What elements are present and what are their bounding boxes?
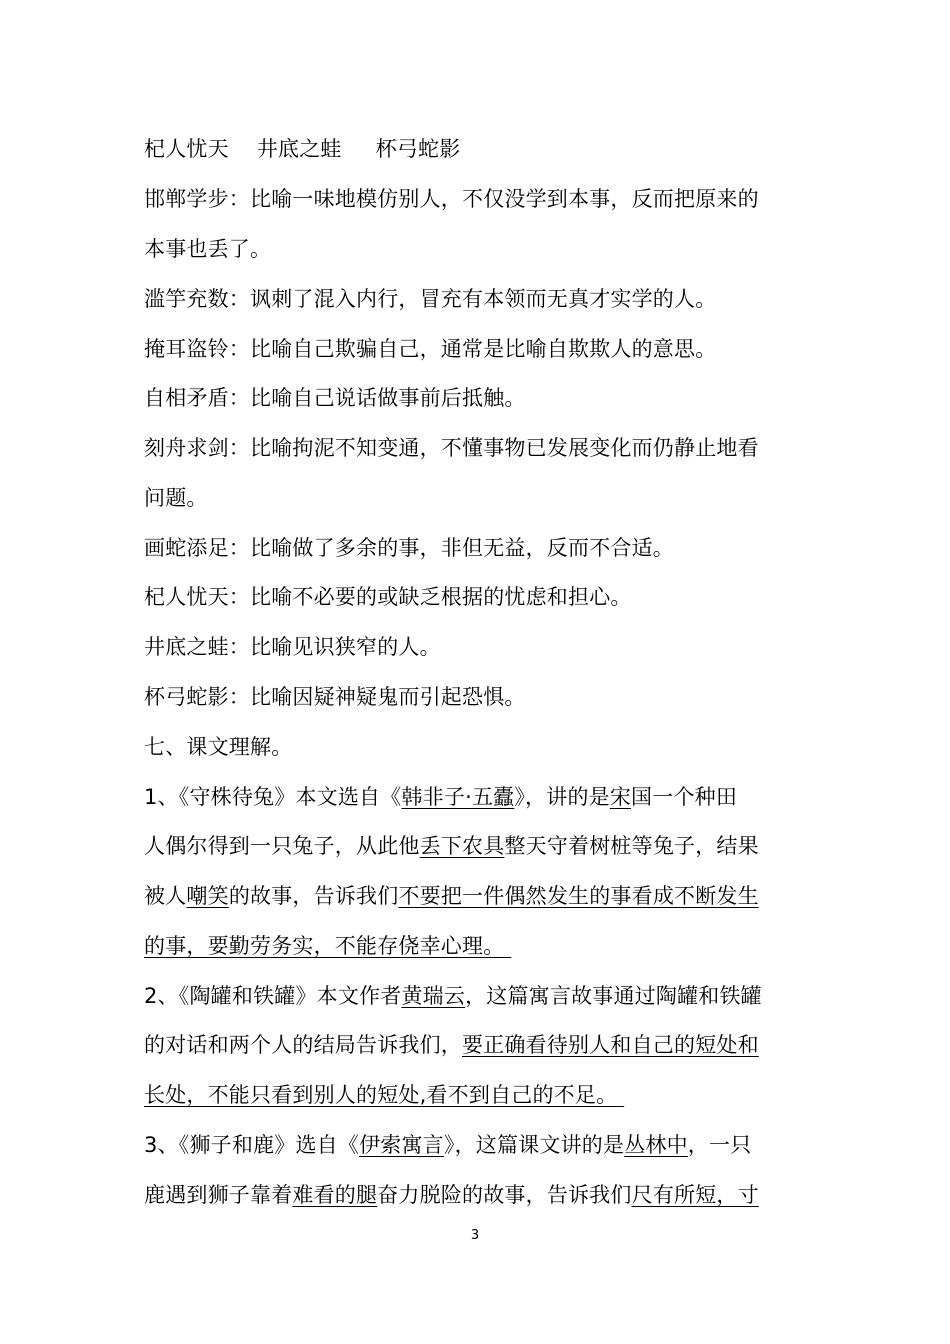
idioms-header-line [144,135,460,163]
section-title: 七、课文理解。 [144,735,293,759]
item-1-blank-country: 宋 [609,785,632,809]
item-1-blank-lesson-cont: 的事，要勤劳务实，不能存侥幸心理。 [144,934,505,958]
item-3-blank-lesson: 尺有所短，寸 [631,1183,759,1207]
item-3-line-1 [144,1131,751,1159]
item-1-text: 1、《守株待兔》本文选自《 [144,785,402,809]
definition-line: 井底之蛙：比喻见识狭窄的人。 [144,635,441,659]
item-1-line-2 [144,832,759,860]
item-2-line-3 [144,1081,624,1109]
definition-line: 画蛇添足：比喻做了多余的事，非但无益，反而不合适。 [144,536,674,560]
item-1-line-1 [144,783,737,811]
item-3-blank-legs: 难看的腿 [292,1183,378,1207]
item-1-text: 国一个种田 [631,785,738,809]
definition-line: 掩耳盗铃：比喻自己欺骗自己，通常是比喻自欺欺人的意思。 [144,337,717,361]
definition-line: 自相矛盾：比喻自己说话做事前后抵触。 [144,386,526,410]
item-2-blank-lesson: 要正确看待别人和自己的短处和 [462,1033,759,1057]
definition-line: 刻舟求剑：比喻拘泥不知变通，不懂事物已发展变化而仍静止地看 [144,436,759,460]
item-1-blank-action: 丢下农具 [419,834,505,858]
definition-line: 问题。 [144,486,208,510]
item-2-text: 的对话和两个人的结局告诉我们， [144,1033,462,1057]
item-2-line-2 [144,1031,759,1059]
item-2-blank-lesson-cont: 长处，不能只看到别人的短处,看不到自己的不足。 [144,1083,618,1107]
item-3-text: 3、《狮子和鹿》选自《 [144,1133,360,1157]
item-1-blank-source: 韩非子·五蠹 [401,785,515,809]
definition-line: 滥竽充数：讽刺了混入内行，冒充有本领而无真才实学的人。 [144,287,717,311]
page-number: 3 [470,1228,480,1243]
item-3-text: 鹿遇到狮子靠着 [144,1183,293,1207]
definition-line: 邯郸学步：比喻一味地模仿别人，不仅没学到本事，反而把原来的 [144,187,759,211]
definition-line: 杯弓蛇影：比喻因疑神疑鬼而引起恐惧。 [144,685,526,709]
item-1-text: 整天守着树桩等兔子，结果 [504,834,759,858]
idiom-2: 井底之蛙 [256,137,342,161]
item-1-text: 被人 [144,884,187,908]
item-1-text: 人偶尔得到一只兔子，从此他 [144,834,420,858]
item-1-text: 的故事，告诉我们 [228,884,399,908]
definition-line: 杞人忧天：比喻不必要的或缺乏根据的忧虑和担心。 [144,585,632,609]
item-1-text: 》，讲的是 [514,785,610,809]
item-1-line-4 [144,932,511,960]
item-1-line-3 [144,882,759,910]
item-3-text: 》，这篇课文讲的是 [443,1133,625,1157]
definition-line: 本事也丢了。 [144,237,272,261]
item-3-blank-source: 伊索寓言 [359,1133,444,1157]
item-3-text: 奋力脱险的故事，告诉我们 [377,1183,632,1207]
item-1-blank-lesson: 不要把一件偶然发生的事看成不断发生 [398,884,759,908]
idiom-3: 杯弓蛇影 [375,137,461,161]
item-2-blank-author: 黄瑞云 [401,984,466,1008]
idiom-1: 杞人忧天 [144,137,229,161]
item-2-text: 2、《陶罐和铁罐》本文作者 [144,984,402,1008]
item-3-text: ，一只 [687,1133,752,1157]
item-3-line-2 [144,1181,759,1209]
item-3-blank-place: 丛林中 [624,1133,688,1157]
item-2-text: ，这篇寓言故事通过陶罐和铁罐 [465,984,762,1008]
item-2-line-1 [144,982,762,1010]
item-1-blank-result: 嘲笑 [186,884,229,908]
